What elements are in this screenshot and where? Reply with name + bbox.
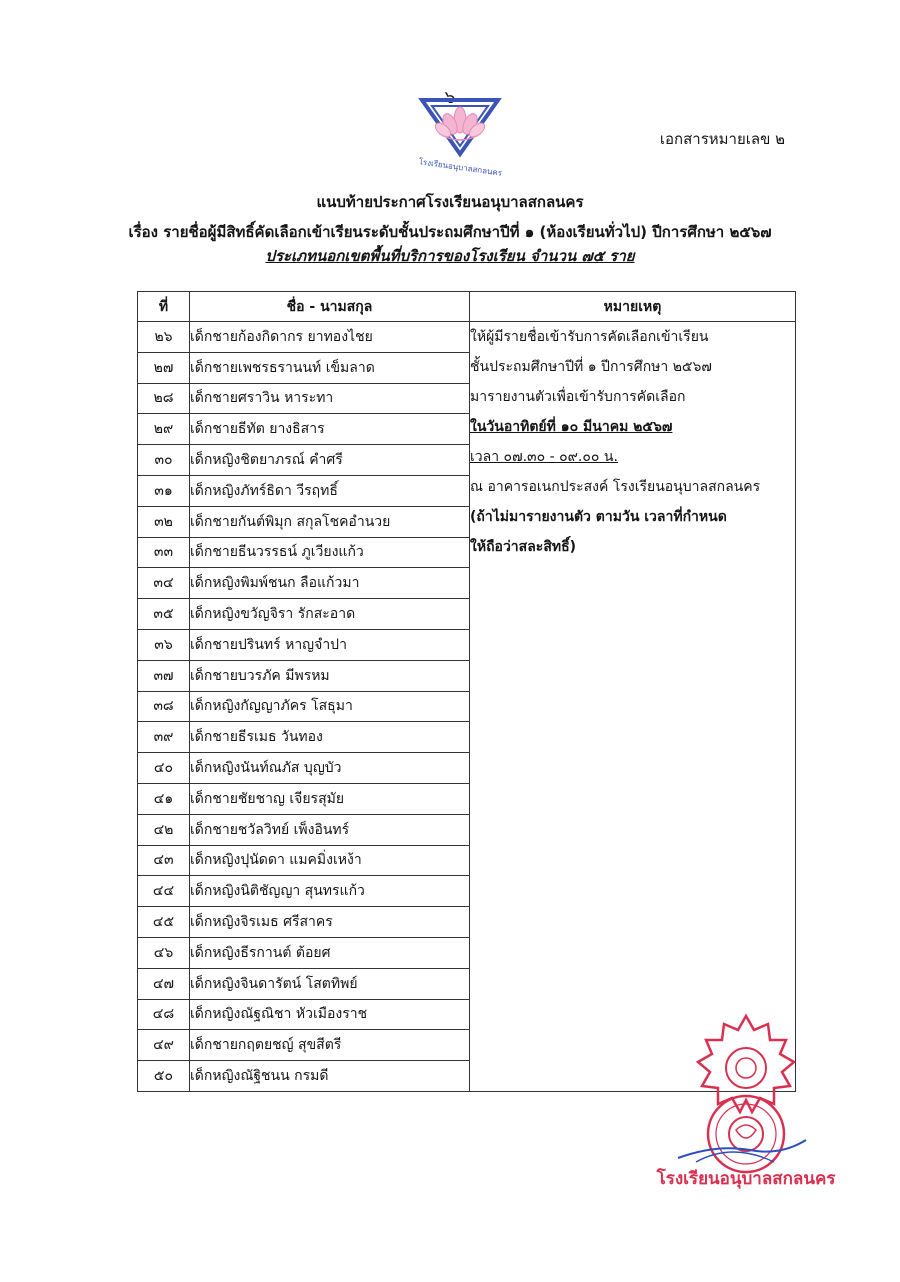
document-number: เอกสารหมายเลข ๒	[659, 130, 785, 148]
student-name: เด็กหญิงปุนัดดา แมคมิ่งเหง้า	[190, 845, 470, 876]
row-number: ๔๙	[138, 1030, 190, 1061]
remark-warning-2: ให้ถือว่าสละสิทธิ์)	[470, 539, 577, 555]
remark-line-2: ชั้นประถมศึกษาปีที่ ๑ ปีการศึกษา ๒๕๖๗	[470, 359, 712, 375]
student-name: เด็กชายกันต์พิมุก สกุลโชคอำนวย	[190, 506, 470, 537]
announcement-subject: เรื่อง รายชื่อผู้มีสิทธิ์คัดเลือกเข้าเรียนระดับชั้นประถมศึกษาปีที่ ๑ (ห้องเรียนทั่วไป) ปีการศึกษา ๒๕๖๗	[128, 223, 772, 241]
student-name: เด็กชายธีทัต ยางธิสาร	[190, 414, 470, 445]
row-number: ๒๖	[138, 322, 190, 353]
student-name: เด็กชายก้องกิดากร ยาทองไชย	[190, 322, 470, 353]
announcement-title: แนบท้ายประกาศโรงเรียนอนุบาลสกลนคร	[316, 193, 584, 211]
table-header-row	[138, 292, 796, 322]
row-number: ๓๒	[138, 506, 190, 537]
row-number: ๓๙	[138, 722, 190, 753]
svg-text:โรงเรียนอนุบาลสกลนคร: โรงเรียนอนุบาลสกลนคร	[418, 157, 503, 178]
row-number: ๔๗	[138, 968, 190, 999]
school-seal-stamp	[656, 1012, 836, 1190]
student-name: เด็กชายธีนวรรธน์ ภูเวียงแก้ว	[190, 537, 470, 568]
column-header-name: ชื่อ - นามสกุล	[190, 292, 470, 322]
row-number: ๒๙	[138, 414, 190, 445]
row-number: ๒๘	[138, 383, 190, 414]
student-name: เด็กชายเพชรธรานนท์ เข็มลาด	[190, 352, 470, 383]
row-number: ๓๘	[138, 691, 190, 722]
row-number: ๔๓	[138, 845, 190, 876]
remark-cell	[470, 322, 796, 1092]
student-name: เด็กหญิงขวัญจิรา รักสะอาด	[190, 599, 470, 630]
row-number: ๓๖	[138, 629, 190, 660]
student-name: เด็กหญิงธีรกานต์ ต้อยศ	[190, 937, 470, 968]
row-number: ๔๘	[138, 999, 190, 1030]
remark-line-3: มารายงานตัวเพื่อเข้ารับการคัดเลือก	[470, 389, 686, 405]
row-number: ๓๕	[138, 599, 190, 630]
row-number: ๓๗	[138, 660, 190, 691]
row-number: ๒๗	[138, 352, 190, 383]
remark-time: เวลา ๐๗.๓๐ - ๐๙.๐๐ น.	[470, 449, 618, 465]
remark-warning-1: (ถ้าไม่มารายงานตัว ตามวัน เวลาที่กำหนด	[470, 509, 727, 525]
student-name: เด็กหญิงชิตยาภรณ์ คำศรี	[190, 445, 470, 476]
row-number: ๕๐	[138, 1061, 190, 1092]
row-number: ๔๖	[138, 937, 190, 968]
column-header-note: หมายเหตุ	[470, 292, 796, 322]
student-name: เด็กชายกฤตยชญ์ สุขสีตรี	[190, 1030, 470, 1061]
student-name: เด็กชายบวรภัค มีพรหม	[190, 660, 470, 691]
row-number: ๓๔	[138, 568, 190, 599]
remark-line-1: ให้ผู้มีรายชื่อเข้ารับการคัดเลือกเข้าเรียน	[470, 329, 709, 345]
row-number: ๓๐	[138, 445, 190, 476]
row-number: ๓๓	[138, 537, 190, 568]
row-number: ๔๑	[138, 783, 190, 814]
student-name: เด็กหญิงนันท์ณภัส บุญบัว	[190, 753, 470, 784]
row-number: ๔๔	[138, 876, 190, 907]
student-name: เด็กหญิงณัฐิชนน กรมดี	[190, 1061, 470, 1092]
column-header-no: ที่	[138, 292, 190, 322]
student-name: เด็กหญิงพิมพ์ชนก ลือแก้วมา	[190, 568, 470, 599]
svg-text:โรงเรียนอนุบาลสกลนคร: โรงเรียนอนุบาลสกลนคร	[656, 1169, 836, 1189]
student-name: เด็กหญิงณัฐณิชา หัวเมืองราช	[190, 999, 470, 1030]
student-name: เด็กหญิงนิติชัญญา สุนทรแก้ว	[190, 876, 470, 907]
row-number: ๔๕	[138, 907, 190, 938]
student-name: เด็กชายปรินทร์ หาญจำปา	[190, 629, 470, 660]
row-number: ๓๑	[138, 475, 190, 506]
student-list-table	[137, 291, 796, 1092]
school-logo	[418, 96, 502, 178]
student-name: เด็กชายชัยชาญ เจียรสุมัย	[190, 783, 470, 814]
announcement-category: ประเภทนอกเขตพื้นที่บริการของโรงเรียน จำนวน ๗๕ ราย	[265, 247, 635, 265]
student-name: เด็กชายชวัลวิทย์ เพ็งอินทร์	[190, 814, 470, 845]
remark-date: ในวันอาทิตย์ที่ ๑๐ มีนาคม ๒๕๖๗	[470, 419, 673, 435]
row-number: ๔๒	[138, 814, 190, 845]
table-row	[138, 322, 796, 353]
student-name: เด็กหญิงจินดารัตน์ โสตทิพย์	[190, 968, 470, 999]
student-name: เด็กชายศราวิน หาระทา	[190, 383, 470, 414]
student-name: เด็กชายธีรเมธ วันทอง	[190, 722, 470, 753]
page-number: ๖	[444, 88, 456, 108]
row-number: ๔๐	[138, 753, 190, 784]
student-name: เด็กหญิงจิรเมธ ศรีสาคร	[190, 907, 470, 938]
student-name: เด็กหญิงกัญญาภัคร โสธุมา	[190, 691, 470, 722]
student-name: เด็กหญิงภัทร์ธิดา วีรฤทธิ์	[190, 475, 470, 506]
remark-location: ณ อาคารอเนกประสงค์ โรงเรียนอนุบาลสกลนคร	[470, 479, 761, 495]
